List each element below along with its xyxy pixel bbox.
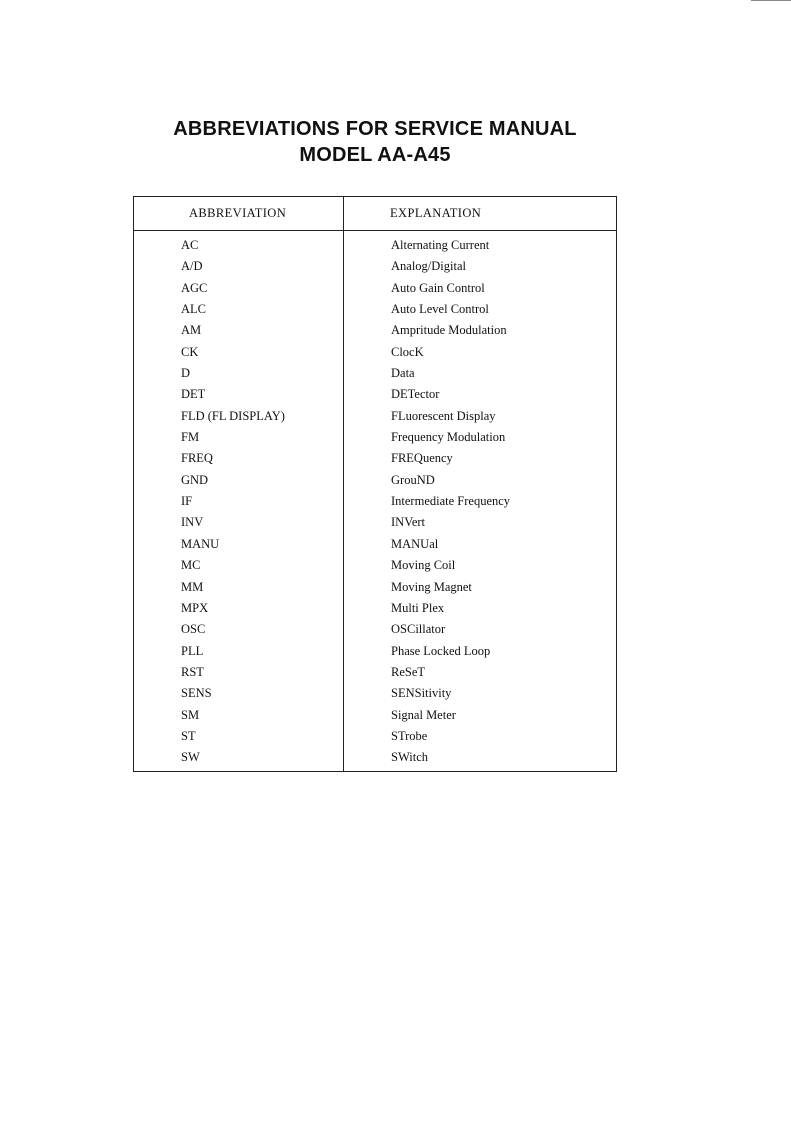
table-row: [134, 491, 616, 512]
abbreviation-cell: SENS: [181, 686, 212, 701]
abbreviation-cell: MANU: [181, 536, 220, 551]
explanation-cell: Signal Meter: [391, 707, 456, 722]
table-row: [134, 470, 616, 491]
abbreviation-cell: FM: [181, 430, 200, 445]
abbreviation-cell: ALC: [181, 302, 206, 317]
table-row: [134, 278, 616, 299]
abbreviation-cell: ST: [181, 728, 196, 743]
abbreviation-cell: MM: [181, 579, 204, 594]
explanation-cell: Multi Plex: [391, 600, 445, 615]
explanation-cell: Auto Gain Control: [391, 280, 485, 295]
explanation-cell: Moving Coil: [391, 558, 456, 573]
abbreviation-cell: IF: [181, 494, 193, 509]
abbreviation-cell: D: [181, 366, 191, 381]
abbreviation-cell: GND: [181, 472, 209, 487]
explanation-cell: FREQuency: [391, 451, 453, 466]
explanation-cell: ReSeT: [391, 664, 426, 679]
abbreviation-cell: MPX: [181, 600, 209, 615]
abbreviation-cell: INV: [181, 515, 204, 530]
table-row: [134, 641, 616, 662]
table-row: [134, 683, 616, 704]
table-row: [134, 406, 616, 427]
abbreviation-cell: SW: [181, 750, 200, 765]
explanation-cell: GrouND: [391, 472, 435, 487]
table-row: [134, 512, 616, 533]
abbreviation-cell: FREQ: [181, 451, 213, 466]
explanation-cell: STrobe: [391, 728, 428, 743]
document-subtitle-model: MODEL AA-A45: [299, 144, 451, 166]
table-row: [134, 448, 616, 469]
header-explanation: EXPLANATION: [390, 206, 482, 220]
table-row: [134, 534, 616, 555]
explanation-cell: FLuorescent Display: [391, 408, 496, 423]
explanation-cell: OSCillator: [391, 622, 446, 637]
explanation-cell: SWitch: [391, 750, 428, 765]
table-row: [134, 427, 616, 448]
explanation-cell: Data: [391, 366, 415, 381]
table-row: [134, 726, 616, 747]
table-row: [134, 555, 616, 576]
explanation-cell: DETector: [391, 387, 440, 402]
explanation-cell: Phase Locked Loop: [391, 643, 491, 658]
explanation-cell: Analog/Digital: [391, 259, 466, 274]
table-row: [134, 256, 616, 277]
table-row: [134, 384, 616, 405]
explanation-cell: SENSitivity: [391, 686, 452, 701]
table-row: [134, 747, 616, 768]
abbreviations-table: [133, 196, 617, 772]
abbreviation-cell: SM: [181, 707, 200, 722]
explanation-cell: Frequency Modulation: [391, 430, 506, 445]
abbreviation-cell: AGC: [181, 280, 208, 295]
abbreviation-cell: MC: [181, 558, 201, 573]
explanation-cell: INVert: [391, 515, 426, 530]
table-body: [134, 235, 616, 769]
explanation-cell: ClocK: [391, 344, 424, 359]
explanation-cell: MANUal: [391, 536, 439, 551]
explanation-cell: Intermediate Frequency: [391, 494, 511, 509]
abbreviation-cell: AM: [181, 323, 202, 338]
table-row: [134, 577, 616, 598]
abbreviation-cell: DET: [181, 387, 206, 402]
header-abbreviation: ABBREVIATION: [189, 206, 287, 220]
explanation-cell: Alternating Current: [391, 238, 490, 252]
explanation-cell: Ampritude Modulation: [391, 323, 507, 338]
abbreviation-cell: CK: [181, 344, 199, 359]
table-row: [134, 363, 616, 384]
page-edge-mark: [751, 0, 791, 1]
table-row: [134, 299, 616, 320]
table-row: [134, 342, 616, 363]
table-row: [134, 705, 616, 726]
table-row: [134, 235, 616, 256]
abbreviation-cell: RST: [181, 664, 204, 679]
table-row: [134, 662, 616, 683]
abbreviation-cell: OSC: [181, 622, 206, 637]
document-title: ABBREVIATIONS FOR SERVICE MANUAL: [173, 118, 577, 140]
explanation-cell: Auto Level Control: [391, 302, 489, 317]
abbreviation-cell: AC: [181, 238, 199, 252]
header-rule: [134, 230, 616, 231]
abbreviation-cell: FLD (FL DISPLAY): [181, 408, 285, 423]
table-row: [134, 598, 616, 619]
explanation-cell: Moving Magnet: [391, 579, 472, 594]
table-row: [134, 320, 616, 341]
table-row: [134, 619, 616, 640]
abbreviation-cell: PLL: [181, 643, 204, 658]
abbreviation-cell: A/D: [181, 259, 203, 274]
